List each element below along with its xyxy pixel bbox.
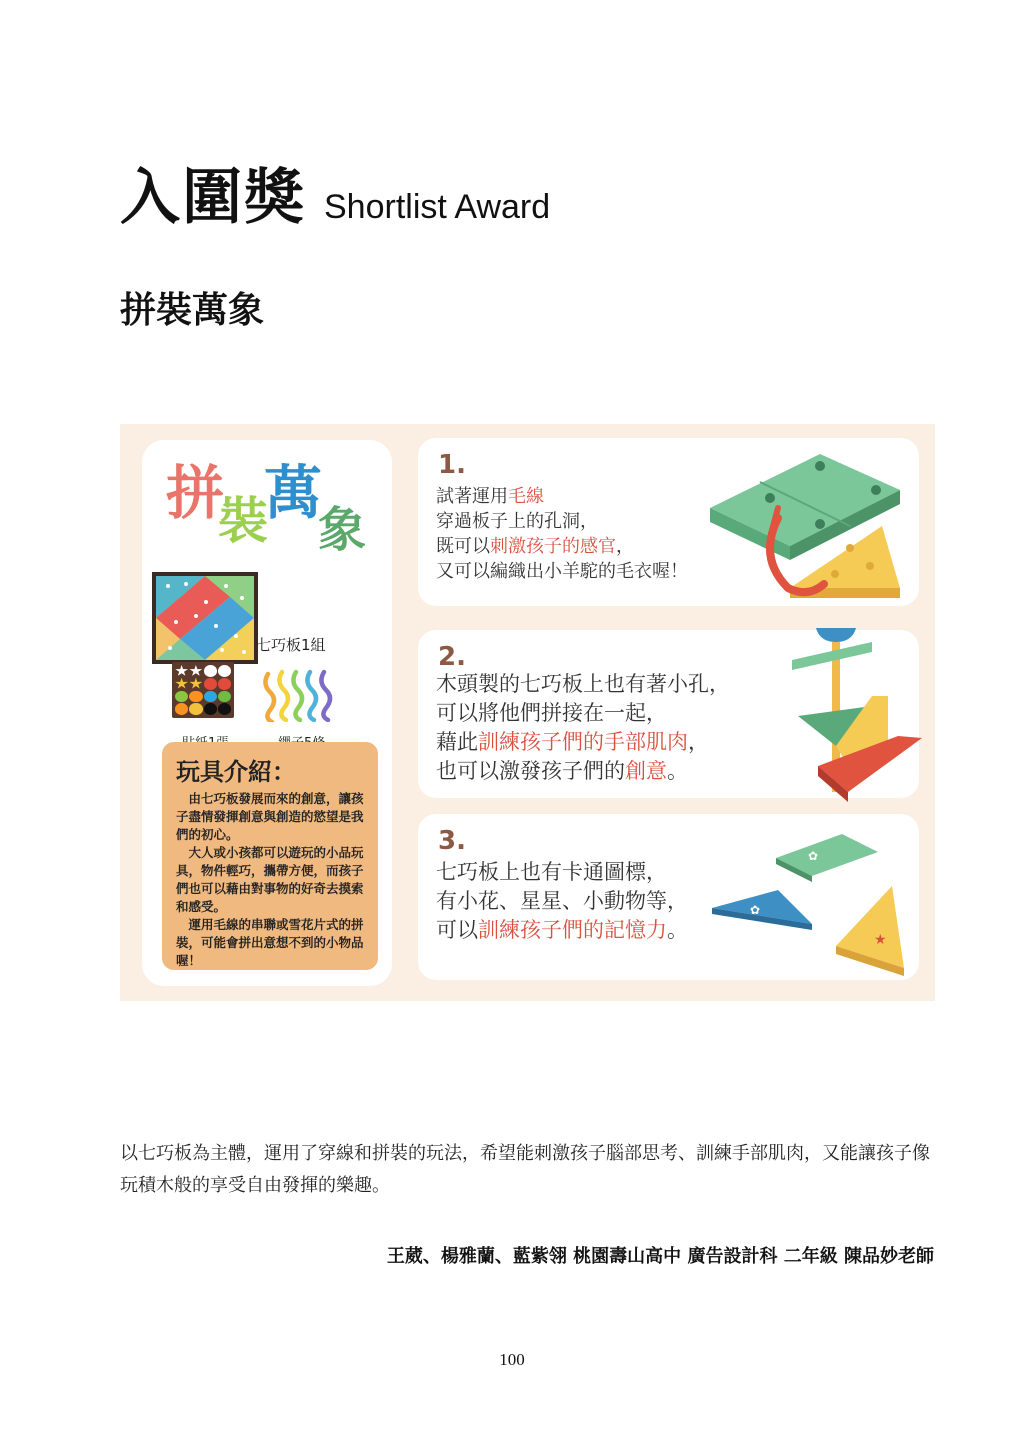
award-heading [120,150,550,236]
step-card-3 [418,814,919,980]
step-number: 2. [438,642,466,672]
text-span: 藉此 [436,730,478,754]
text-span: 。 [667,918,688,942]
highlight-text: 訓練孩子們的手部肌肉 [478,730,688,754]
text-span: 也可以激發孩子們的 [436,759,625,783]
icon-tangram-illustration [708,824,918,978]
step-text [436,484,688,584]
intro-paragraph: 由七巧板發展而來的創意，讓孩子盡情發揮創意與創造的慾望是我們的初心。 [176,791,364,842]
svg-text:✿: ✿ [808,849,819,863]
text-line: 木頭製的七巧板上也有著小孔， [436,672,730,696]
poster [120,424,935,1001]
logo-char-4: 象 [318,502,367,558]
sticker-sheet-image [172,662,234,718]
text-span: 可以 [436,918,478,942]
ropes-image [262,664,344,722]
tangram-label: 七巧板1組 [256,636,326,654]
step-number: 3. [438,826,466,856]
intro-text [176,790,372,970]
step-number: 1. [438,450,466,480]
logo-char-2: 裝 [218,492,268,550]
text-span: 試著運用 [436,486,508,507]
text-line: 穿過板子上的孔洞， [436,511,598,532]
logo-char-3: 萬 [264,459,323,527]
highlight-text: 刺激孩子的感官 [490,536,616,557]
stacked-tangram-illustration [788,616,928,802]
intro-title: 玩具介紹： [176,758,296,786]
svg-text:★: ★ [874,932,887,948]
page-number: 100 [499,1350,525,1369]
logo-char-1: 拼 [166,459,225,527]
highlight-text: 毛線 [508,486,544,507]
step-card-1 [418,438,919,606]
step-text [436,670,730,786]
description-caption: 以七巧板為主體，運用了穿線和拼裝的玩法，希望能刺激孩子腦部思考、訓練手部肌肉，又能讓孩子像玩積木般的享受自由發揮的樂趣。 [120,1143,930,1196]
step-card-2 [418,630,919,798]
poster-left-panel [142,440,392,986]
tangram-board-image [152,572,258,664]
text-line: 又可以編織出小羊駝的毛衣喔！ [436,561,688,582]
text-line: 可以將他們拼接在一起， [436,701,667,725]
text-span: 既可以 [436,536,490,557]
work-title: 拼裝萬象 [120,290,265,331]
highlight-text: 創意 [625,759,667,783]
poster-logo [156,450,384,570]
text-span: ， [688,730,709,754]
intro-paragraph: 運用毛線的串聯或雪花片式的拼裝，可能會拼出意想不到的小物品喔！ [176,917,364,968]
highlight-text: 訓練孩子們的記憶力 [478,918,667,942]
authors-line: 王葳、楊雅蘭、藍紫翎 桃園壽山高中 廣告設計科 二年級 陳品妙老師 [386,1246,934,1267]
step-text [436,858,688,945]
award-title-en: Shortlist Award [324,188,551,226]
text-line: 有小花、星星、小動物等， [436,889,688,913]
svg-text:✿: ✿ [750,903,761,917]
text-span: ， [616,536,634,557]
intro-box [162,742,378,970]
text-span: 。 [667,759,688,783]
award-title-zh: 入圍獎 [120,163,306,233]
threading-board-illustration [700,438,915,606]
intro-paragraph: 大人或小孩都可以遊玩的小品玩具，物件輕巧，攜帶方便，而孩子們也可以藉由對事物的好奇去摸索和感受。 [176,845,364,914]
text-line: 七巧板上也有卡通圖標， [436,860,667,884]
